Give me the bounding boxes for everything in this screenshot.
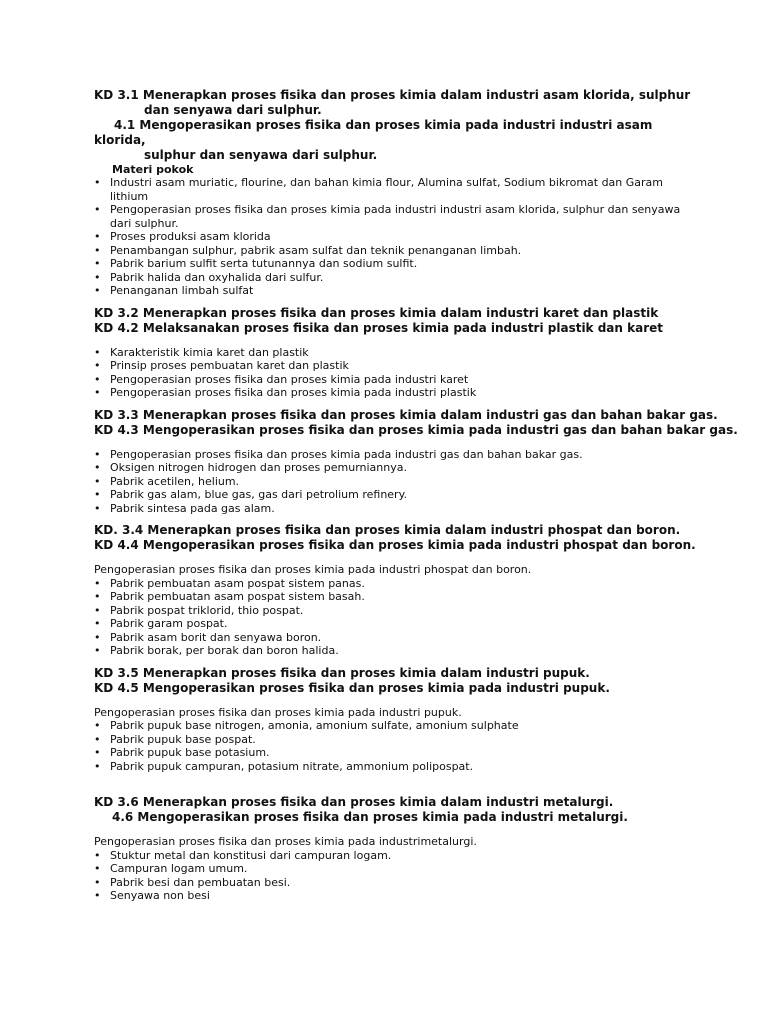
kd-4-5-heading: KD 4.5 Mengoperasikan proses fisika dan proses kimia pada industri pupuk. (94, 680, 610, 695)
section-intro: Pengoperasian proses fisika dan proses kimia pada industrimetalurgi. (94, 835, 477, 848)
kd-4-1-heading: 4.1 Mengoperasikan proses fisika dan proses kimia pada industri industri asam (114, 118, 653, 132)
kd-3-2-heading: KD 3.2 Menerapkan proses fisika dan proses kimia dalam industri karet dan plastik (94, 305, 659, 320)
materi-pokok-label: Materi pokok (112, 163, 194, 176)
list-item: • Pabrik pembuatan asam pospat sistem panas. (94, 577, 694, 591)
kd-3-4-heading: KD. 3.4 Menerapkan proses fisika dan proses kimia dalam industri phospat dan boron. (94, 523, 681, 537)
kd-4-3-heading: KD 4.3 Mengoperasikan proses fisika dan proses kimia pada industri gas dan bahan bakar gas. (94, 422, 738, 437)
list-item: • Pabrik garam pospat. (94, 617, 694, 631)
list-item: • Penambangan sulphur, pabrik asam sulfat dan teknik penanganan limbah. (94, 244, 694, 258)
list-item: • Pabrik borak, per borak dan boron halida. (94, 644, 694, 658)
materi-list-5 (94, 719, 694, 773)
kd-4-6-heading: 4.6 Mengoperasikan proses fisika dan proses kimia pada industri metalurgi. (112, 810, 628, 824)
list-item: • Pabrik gas alam, blue gas, gas dari petrolium refinery. (94, 488, 694, 502)
section-kd-3-3 (94, 407, 738, 516)
section-kd-3-6 (94, 795, 694, 903)
list-item: • Pabrik acetilen, helium. (94, 475, 694, 489)
list-item: • Penanganan limbah sulfat (94, 284, 694, 298)
list-item: • Pabrik sintesa pada gas alam. (94, 502, 694, 516)
section-intro: Pengoperasian proses fisika dan proses kimia pada industri pupuk. (94, 705, 462, 719)
section-kd-3-4 (94, 523, 694, 658)
list-item: • Pengoperasian proses fisika dan proses kimia pada industri plastik (94, 386, 694, 400)
list-item: • Campuran logam umum. (94, 862, 694, 876)
list-item: • Stuktur metal dan konstitusi dari campuran logam. (94, 849, 694, 863)
list-item: • Senyawa non besi (94, 889, 694, 903)
kd-3-1-heading: KD 3.1 Menerapkan proses fisika dan proses kimia dalam industri asam klorida, sulphur (94, 88, 691, 102)
list-item: • Pabrik barium sulfit serta tutunannya dan sodium sulfit. (94, 257, 694, 271)
list-item: • Pabrik pupuk campuran, potasium nitrate, ammonium polipospat. (94, 760, 694, 774)
list-item: • Pengoperasian proses fisika dan proses kimia pada industri karet (94, 373, 694, 387)
list-item: • Pabrik pospat triklorid, thio pospat. (94, 604, 694, 618)
list-item: • Prinsip proses pembuatan karet dan plastik (94, 359, 694, 373)
kd-4-4-heading: KD 4.4 Mengoperasikan proses fisika dan proses kimia pada industri phospat dan boron. (94, 538, 696, 552)
list-item: • Karakteristik kimia karet dan plastik (94, 346, 694, 360)
list-item: • Pengoperasian proses fisika dan proses kimia pada industri gas dan bahan bakar gas. (94, 448, 694, 462)
document-page (94, 88, 738, 903)
list-item: • Industri asam muriatic, flourine, dan bahan kimia flour, Alumina sulfat, Sodium bikromat dan Garam lithium (94, 176, 694, 203)
kd-3-6-heading: KD 3.6 Menerapkan proses fisika dan proses kimia dalam industri metalurgi. (94, 795, 614, 809)
kd-3-1-heading-cont: dan senyawa dari sulphur. (144, 103, 322, 117)
materi-list-2 (94, 346, 694, 400)
kd-4-1-heading-cont: klorida, (94, 133, 146, 147)
list-item: • Proses produksi asam klorida (94, 230, 694, 244)
list-item: • Pabrik pupuk base potasium. (94, 746, 694, 760)
list-item: • Oksigen nitrogen hidrogen dan proses pemurniannya. (94, 461, 694, 475)
kd-4-1-heading-cont2: sulphur dan senyawa dari sulphur. (144, 148, 378, 162)
list-item: • Pabrik pupuk base pospat. (94, 733, 694, 747)
kd-3-5-heading: KD 3.5 Menerapkan proses fisika dan proses kimia dalam industri pupuk. (94, 665, 590, 680)
materi-list-3 (94, 448, 694, 516)
kd-4-2-heading: KD 4.2 Melaksanakan proses fisika dan proses kimia pada industri plastik dan karet (94, 320, 663, 335)
materi-list-6 (94, 849, 694, 903)
section-kd-3-2 (94, 306, 694, 400)
section-kd-3-5 (94, 666, 694, 774)
list-item: • Pabrik besi dan pembuatan besi. (94, 876, 694, 890)
list-item: • Pabrik asam borit dan senyawa boron. (94, 631, 694, 645)
section-intro: Pengoperasian proses fisika dan proses kimia pada industri phospat dan boron. (94, 563, 532, 576)
kd-3-3-heading: KD 3.3 Menerapkan proses fisika dan proses kimia dalam industri gas dan bahan bakar gas. (94, 407, 718, 422)
section-kd-3-1 (94, 88, 694, 298)
list-item: • Pabrik halida dan oxyhalida dari sulfur. (94, 271, 694, 285)
list-item: • Pengoperasian proses fisika dan proses kimia pada industri industri asam klorida, sulphur dan senyawa dari sulphur. (94, 203, 694, 230)
materi-list-4 (94, 577, 694, 658)
list-item: • Pabrik pembuatan asam pospat sistem basah. (94, 590, 694, 604)
materi-list-1 (94, 176, 694, 298)
list-item: • Pabrik pupuk base nitrogen, amonia, amonium sulfate, amonium sulphate (94, 719, 694, 733)
